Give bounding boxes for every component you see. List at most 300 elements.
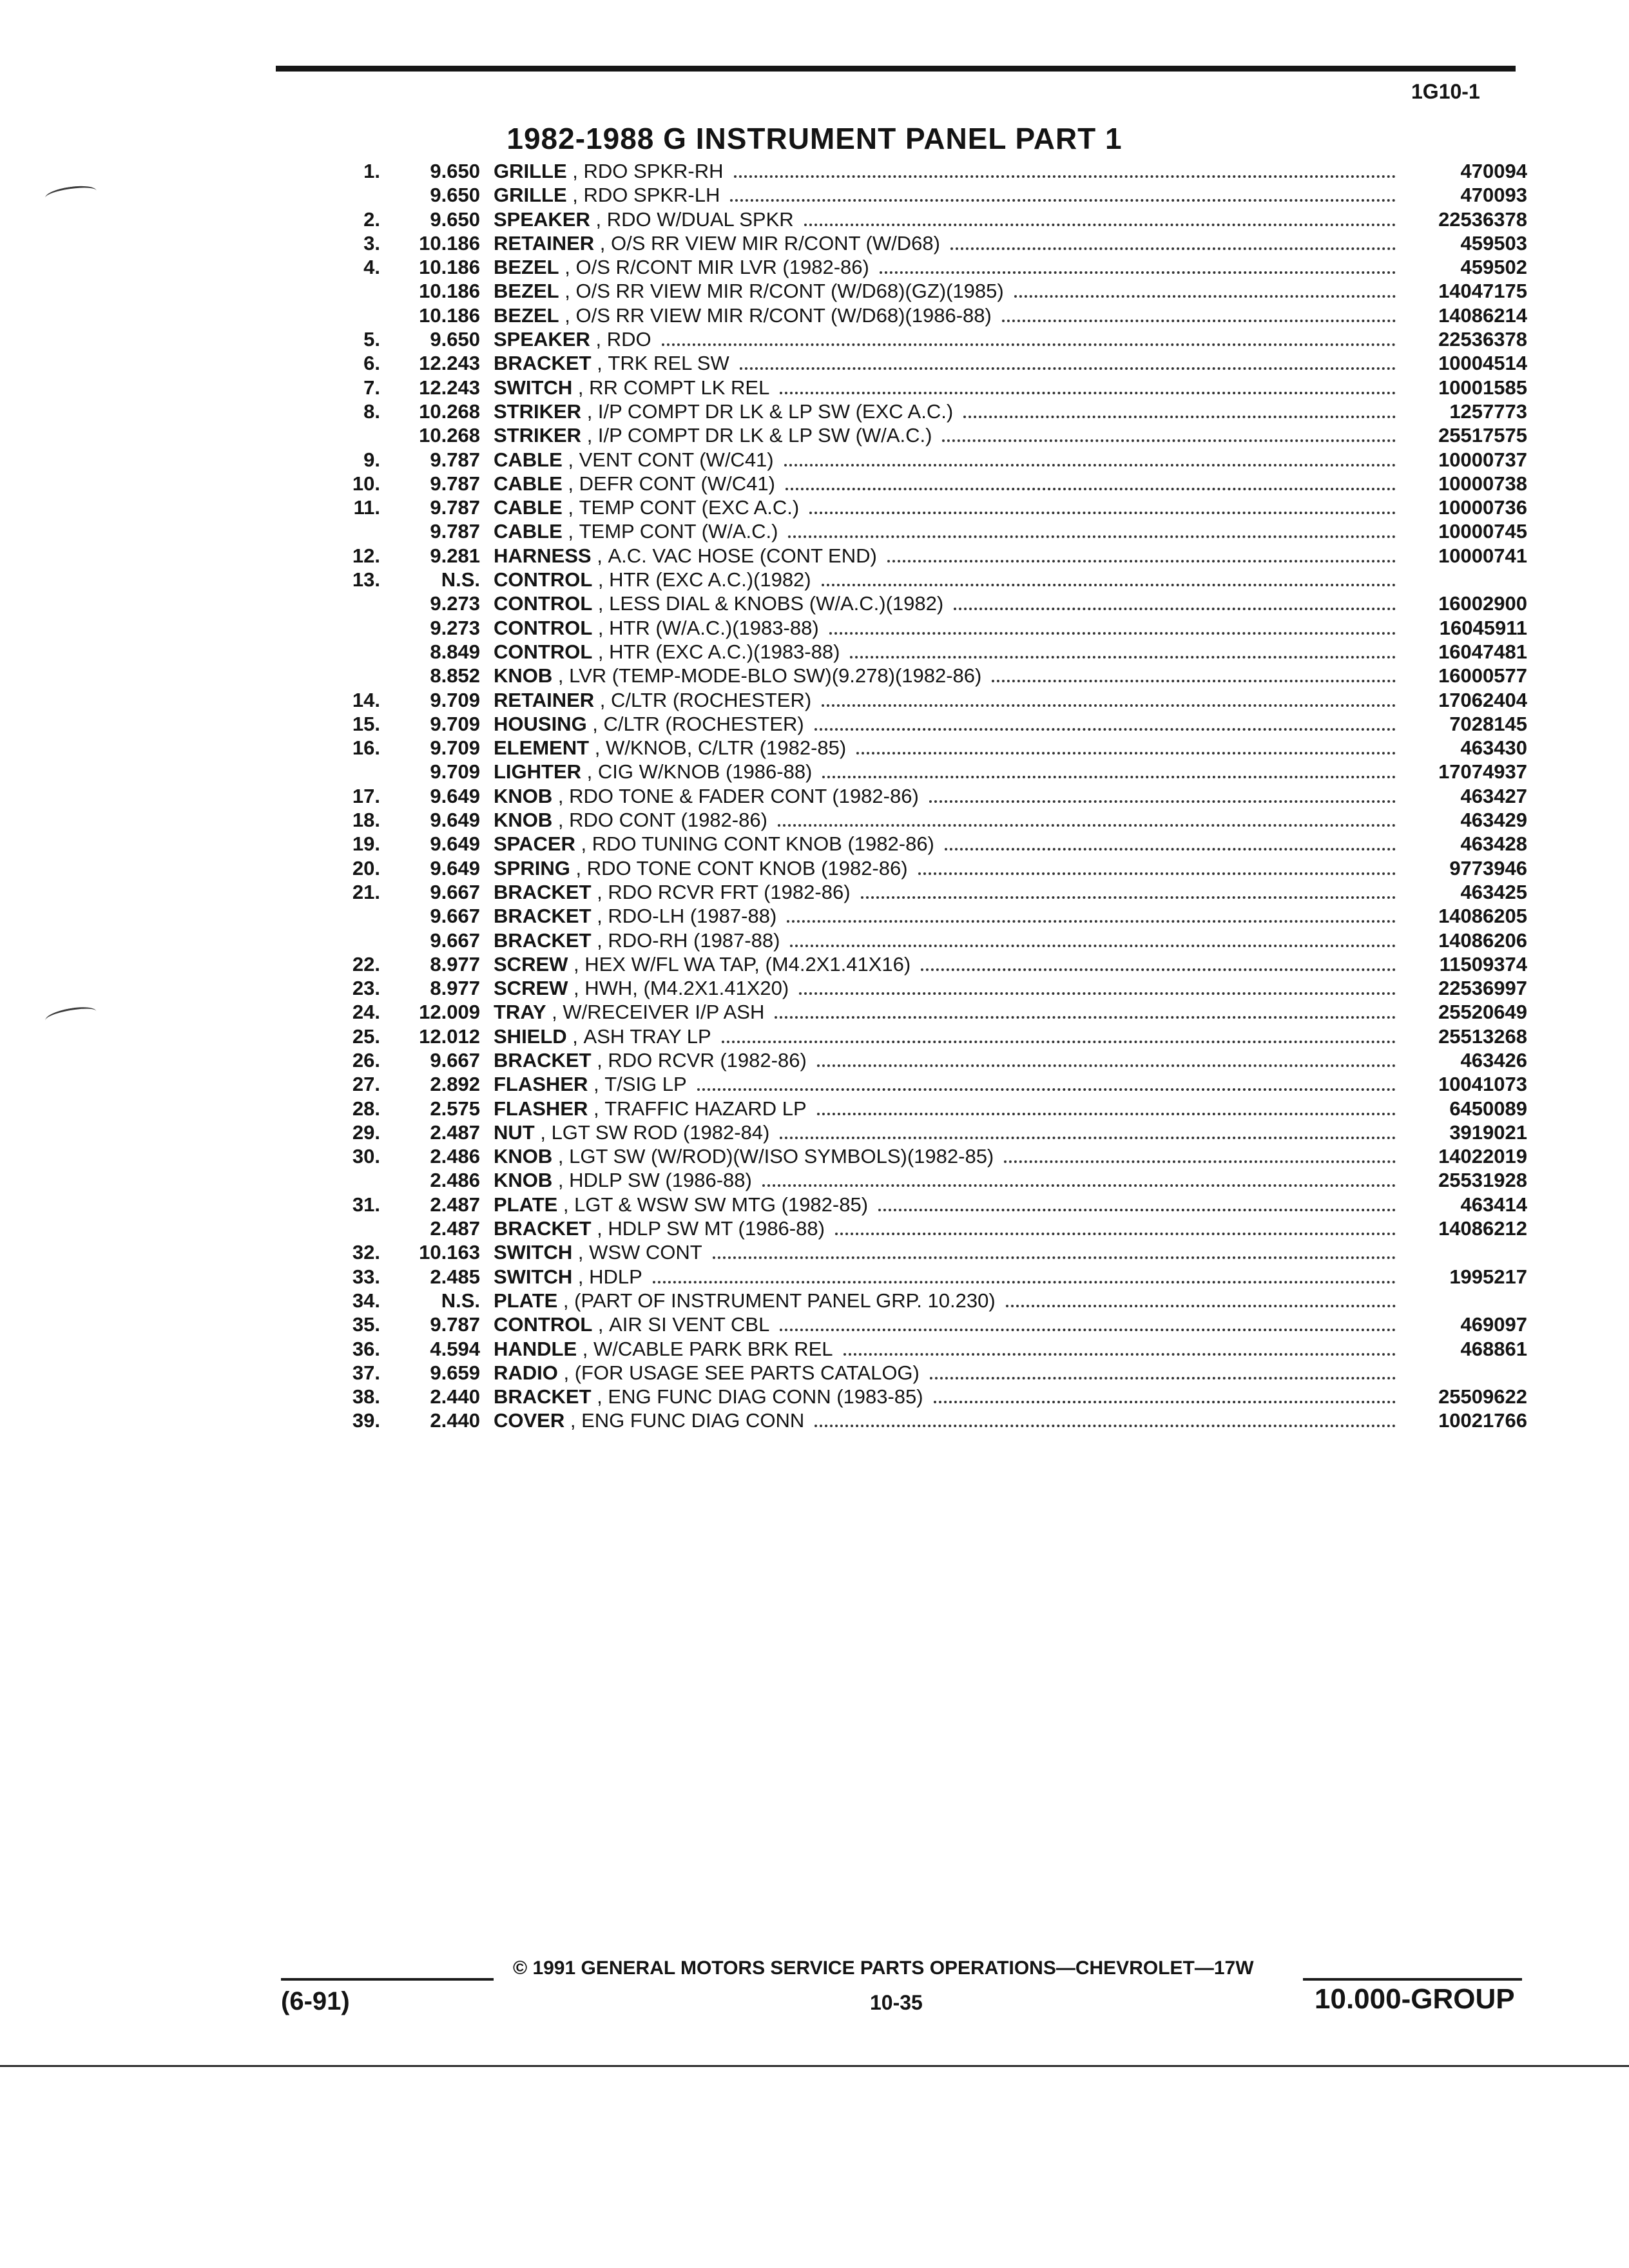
- part-number: 14086205: [1438, 905, 1527, 928]
- group-number: 9.709: [430, 688, 480, 711]
- part-number: 6450089: [1449, 1097, 1527, 1120]
- part-description: [494, 736, 1527, 760]
- part-name-separator: ,: [591, 352, 608, 375]
- part-description: [494, 1265, 1527, 1289]
- group-number: 10.163: [419, 1241, 480, 1264]
- part-number: 16047481: [1438, 640, 1527, 663]
- dot-leader: [856, 751, 1396, 754]
- part-number: 1257773: [1449, 399, 1527, 423]
- dot-leader: [918, 872, 1396, 875]
- part-name-separator: ,: [591, 1048, 608, 1072]
- dot-leader: [786, 487, 1396, 490]
- parts-row: [303, 1337, 1527, 1361]
- page-title: 1982-1988 G INSTRUMENT PANEL PART 1: [506, 122, 1123, 155]
- group-number: 2.575: [430, 1097, 480, 1120]
- part-description: [494, 688, 1527, 712]
- part-detail: O/S R/CONT MIR LVR (1982-86): [575, 256, 869, 279]
- part-name: GRILLE: [494, 184, 567, 207]
- part-number: 10000738: [1438, 472, 1527, 495]
- dot-leader: [780, 1328, 1396, 1331]
- part-name-separator: ,: [589, 736, 606, 760]
- group-number: N.S.: [441, 568, 480, 591]
- part-name-separator: ,: [594, 688, 611, 711]
- parts-row: [303, 1240, 1527, 1264]
- page-code: 1G10-1: [1411, 80, 1480, 103]
- dot-leader: [790, 944, 1396, 947]
- parts-row: [303, 423, 1527, 447]
- margin-mark: [44, 1004, 98, 1028]
- dot-leader: [778, 823, 1396, 827]
- part-description: [494, 568, 1527, 591]
- part-description: [494, 351, 1527, 375]
- group-number: 9.787: [430, 520, 480, 543]
- part-description: [494, 1289, 1527, 1312]
- part-name-separator: ,: [562, 448, 579, 471]
- part-detail: HDLP: [589, 1265, 642, 1288]
- part-detail: RDO SPKR-LH: [583, 184, 720, 207]
- group-number: 2.486: [430, 1145, 480, 1168]
- part-detail: RDO TONE & FADER CONT (1982-86): [569, 784, 919, 807]
- dot-leader: [822, 704, 1396, 707]
- group-number: 2.440: [430, 1409, 480, 1432]
- part-description: [494, 255, 1527, 279]
- dot-leader: [780, 1136, 1396, 1139]
- part-name: CONTROL: [494, 592, 593, 615]
- parts-row: [303, 1361, 1527, 1385]
- group-number: 8.977: [430, 952, 480, 975]
- dot-leader: [887, 559, 1396, 562]
- part-description: [494, 1337, 1527, 1361]
- dot-leader: [992, 679, 1396, 682]
- group-number: 10.186: [419, 280, 480, 303]
- ref-number: 13.: [352, 568, 380, 591]
- part-name: STRIKER: [494, 424, 582, 447]
- part-detail: RDO SPKR-RH: [583, 160, 724, 182]
- part-number: 463414: [1460, 1193, 1527, 1216]
- ref-number: 38.: [352, 1385, 380, 1408]
- part-description: [494, 279, 1527, 303]
- footer-rule-right: [1303, 1978, 1522, 1981]
- footer-rule-left: [281, 1978, 494, 1981]
- group-number: 8.849: [430, 640, 480, 663]
- part-name: SWITCH: [494, 376, 573, 399]
- ref-number: 18.: [352, 809, 380, 832]
- group-number: 12.009: [419, 1001, 480, 1024]
- group-number: 9.667: [430, 905, 480, 928]
- ref-number: 6.: [363, 352, 380, 375]
- ref-number: 36.: [352, 1337, 380, 1360]
- part-number: 463425: [1460, 880, 1527, 903]
- part-name: RADIO: [494, 1361, 558, 1384]
- group-number: 2.892: [430, 1073, 480, 1096]
- part-name-separator: ,: [572, 1265, 590, 1288]
- parts-row: [303, 376, 1527, 399]
- group-number: 9.649: [430, 784, 480, 807]
- part-name: HOUSING: [494, 712, 587, 735]
- group-number: 10.186: [419, 303, 480, 327]
- ref-number: 37.: [352, 1361, 380, 1384]
- part-description: [494, 664, 1527, 687]
- parts-row: [303, 279, 1527, 303]
- part-number: 463428: [1460, 832, 1527, 856]
- ref-number: 39.: [352, 1409, 380, 1432]
- dot-leader: [1002, 319, 1396, 322]
- ref-number: 22.: [352, 952, 380, 975]
- part-number: 14086214: [1438, 303, 1527, 327]
- part-name-separator: ,: [562, 472, 579, 495]
- part-name: LIGHTER: [494, 760, 582, 783]
- ref-number: 4.: [363, 256, 380, 279]
- parts-row: [303, 1216, 1527, 1240]
- ref-number: 27.: [352, 1073, 380, 1096]
- parts-row: [303, 904, 1527, 928]
- parts-row: [303, 1000, 1527, 1024]
- part-name-separator: ,: [581, 399, 598, 423]
- page-number: 10-35: [870, 1991, 923, 2014]
- part-description: [494, 784, 1527, 808]
- dot-leader: [775, 1015, 1396, 1019]
- part-name-separator: ,: [592, 592, 610, 615]
- dot-leader: [930, 1376, 1396, 1379]
- part-description: [494, 1168, 1527, 1192]
- dot-leader: [843, 1352, 1396, 1356]
- ref-number: 24.: [352, 1001, 380, 1024]
- part-detail: HTR (W/A.C.)(1983-88): [609, 616, 819, 639]
- group-number: 9.659: [430, 1361, 480, 1384]
- part-number: 1995217: [1449, 1265, 1527, 1288]
- part-detail: VENT CONT (W/C41): [579, 448, 774, 471]
- part-number: 10041073: [1438, 1073, 1527, 1096]
- part-name-separator: ,: [566, 160, 584, 182]
- part-number: 10000737: [1438, 448, 1527, 471]
- part-description: [494, 1385, 1527, 1408]
- group-number: 2.440: [430, 1385, 480, 1408]
- part-name: CONTROL: [494, 640, 593, 663]
- dot-leader: [1004, 1160, 1396, 1163]
- part-number: 25513268: [1438, 1024, 1527, 1048]
- part-name-separator: ,: [572, 376, 590, 399]
- part-detail: RR COMPT LK REL: [589, 376, 770, 399]
- part-number: 463427: [1460, 784, 1527, 807]
- part-description: [494, 207, 1527, 231]
- part-name-separator: ,: [586, 712, 604, 735]
- part-detail: RDO: [606, 328, 651, 351]
- dot-leader: [954, 607, 1396, 610]
- group-number: 9.709: [430, 736, 480, 760]
- part-name: CABLE: [494, 448, 563, 471]
- ref-number: 12.: [352, 544, 380, 567]
- dot-leader: [809, 511, 1396, 514]
- part-detail: W/RECEIVER I/P ASH: [563, 1001, 765, 1024]
- ref-number: 33.: [352, 1265, 380, 1288]
- group-number: 9.667: [430, 928, 480, 952]
- ref-number: 8.: [363, 399, 380, 423]
- part-description: [494, 712, 1527, 736]
- part-name: GRILLE: [494, 160, 567, 182]
- part-detail: LVR (TEMP-MODE-BLO SW)(9.278)(1982-86): [569, 664, 982, 687]
- part-detail: (PART OF INSTRUMENT PANEL GRP. 10.230): [574, 1289, 996, 1312]
- group-number: 9.650: [430, 207, 480, 231]
- group-number: 9.281: [430, 544, 480, 567]
- part-name: FLASHER: [494, 1097, 588, 1120]
- part-name: STRIKER: [494, 399, 582, 423]
- part-description: [494, 1000, 1527, 1024]
- part-name-separator: ,: [581, 424, 598, 447]
- part-detail: LESS DIAL & KNOBS (W/A.C.)(1982): [609, 592, 944, 615]
- part-name: BRACKET: [494, 880, 592, 903]
- part-number: 459502: [1460, 256, 1527, 279]
- part-name: TRAY: [494, 1001, 546, 1024]
- part-description: [494, 519, 1527, 543]
- part-detail: O/S RR VIEW MIR R/CONT (W/D68): [611, 231, 940, 255]
- part-number: 468861: [1460, 1337, 1527, 1360]
- part-description: [494, 976, 1527, 1000]
- group-number: N.S.: [441, 1289, 480, 1312]
- part-detail: AIR SI VENT CBL: [609, 1313, 770, 1336]
- part-number: 10021766: [1438, 1409, 1527, 1432]
- part-name-separator: ,: [592, 616, 610, 639]
- part-description: [494, 1193, 1527, 1216]
- part-name-separator: ,: [588, 1073, 605, 1096]
- part-description: [494, 472, 1527, 495]
- part-number: 3919021: [1449, 1120, 1527, 1144]
- ref-number: 7.: [363, 376, 380, 399]
- top-rule: [276, 66, 1516, 72]
- part-name: BEZEL: [494, 256, 559, 279]
- part-detail: TEMP CONT (EXC A.C.): [579, 496, 800, 519]
- parts-row: [303, 327, 1527, 351]
- part-name: KNOB: [494, 809, 553, 832]
- part-detail: HDLP SW MT (1986-88): [608, 1217, 825, 1240]
- ref-number: 28.: [352, 1097, 380, 1120]
- part-description: [494, 1216, 1527, 1240]
- part-description: [494, 856, 1527, 880]
- part-detail: WSW CONT: [589, 1241, 702, 1264]
- group-label: 10.000-GROUP: [1315, 1983, 1515, 2015]
- group-number: 2.486: [430, 1169, 480, 1192]
- parts-row: [303, 856, 1527, 880]
- part-name-separator: ,: [559, 303, 576, 327]
- group-number: 9.787: [430, 448, 480, 471]
- ref-number: 10.: [352, 472, 380, 495]
- part-description: [494, 928, 1527, 952]
- part-description: [494, 327, 1527, 351]
- part-name: BRACKET: [494, 1385, 592, 1408]
- dot-leader: [835, 1232, 1396, 1235]
- part-name: CONTROL: [494, 568, 593, 591]
- part-detail: ENG FUNC DIAG CONN: [581, 1409, 805, 1432]
- part-name: RETAINER: [494, 231, 595, 255]
- part-number: 16045911: [1439, 616, 1527, 639]
- part-number: 22536997: [1438, 977, 1527, 1000]
- part-description: [494, 640, 1527, 664]
- dot-leader: [1014, 294, 1396, 298]
- part-name: KNOB: [494, 1145, 553, 1168]
- group-number: 8.852: [430, 664, 480, 687]
- group-number: 9.667: [430, 1048, 480, 1072]
- part-name: FLASHER: [494, 1073, 588, 1096]
- part-number: 17074937: [1438, 760, 1527, 783]
- part-detail: W/KNOB, C/LTR (1982-85): [605, 736, 847, 760]
- parts-row: [303, 1048, 1527, 1072]
- part-number: 16000577: [1438, 664, 1527, 687]
- part-number: 459503: [1460, 231, 1527, 255]
- part-name-separator: ,: [566, 1024, 584, 1048]
- part-name-separator: ,: [590, 207, 607, 231]
- part-name: SPACER: [494, 832, 575, 856]
- ref-number: 20.: [352, 856, 380, 879]
- dot-leader: [815, 1424, 1396, 1427]
- part-description: [494, 423, 1527, 447]
- parts-row: [303, 519, 1527, 543]
- part-name: CONTROL: [494, 1313, 593, 1336]
- group-number: 10.186: [419, 256, 480, 279]
- dot-leader: [787, 919, 1396, 923]
- group-number: 12.243: [419, 352, 480, 375]
- parts-row: [303, 1072, 1527, 1096]
- part-number: 9773946: [1449, 856, 1527, 879]
- part-name: SHIELD: [494, 1024, 567, 1048]
- parts-row: [303, 928, 1527, 952]
- part-name: SCREW: [494, 977, 568, 1000]
- parts-row: [303, 1024, 1527, 1048]
- ref-number: 31.: [352, 1193, 380, 1216]
- part-number: 25531928: [1438, 1169, 1527, 1192]
- part-description: [494, 616, 1527, 640]
- part-name: CABLE: [494, 520, 563, 543]
- parts-row: [303, 231, 1527, 255]
- part-name-separator: ,: [557, 1361, 575, 1384]
- group-number: 2.487: [430, 1193, 480, 1216]
- parts-row: [303, 544, 1527, 568]
- group-number: 9.709: [430, 760, 480, 783]
- part-number: 10001585: [1438, 376, 1527, 399]
- part-name-separator: ,: [575, 832, 592, 856]
- parts-row: [303, 664, 1527, 687]
- dot-leader: [878, 1208, 1396, 1211]
- part-description: [494, 159, 1527, 183]
- ref-number: 17.: [352, 784, 380, 807]
- dot-leader: [740, 367, 1396, 370]
- part-name-separator: ,: [566, 184, 584, 207]
- group-number: 4.594: [430, 1337, 480, 1360]
- dot-leader: [734, 175, 1396, 178]
- part-name-separator: ,: [591, 544, 608, 567]
- parts-row: [303, 976, 1527, 1000]
- ref-number: 14.: [352, 688, 380, 711]
- part-number: 25520649: [1438, 1001, 1527, 1024]
- parts-row: [303, 760, 1527, 783]
- part-name-separator: ,: [591, 880, 608, 903]
- copyright-line: © 1991 GENERAL MOTORS SERVICE PARTS OPERATIONS—CHEVROLET—17W: [513, 1957, 1254, 1979]
- part-detail: C/LTR (ROCHESTER): [611, 688, 812, 711]
- part-number: 16002900: [1438, 592, 1527, 615]
- part-description: [494, 591, 1527, 615]
- group-number: 10.268: [419, 424, 480, 447]
- parts-row: [303, 736, 1527, 760]
- ref-number: 25.: [352, 1024, 380, 1048]
- part-name-separator: ,: [534, 1120, 552, 1144]
- ref-number: 1.: [363, 160, 380, 182]
- part-detail: CIG W/KNOB (1986-88): [597, 760, 813, 783]
- part-description: [494, 1024, 1527, 1048]
- part-name-separator: ,: [591, 905, 608, 928]
- parts-row: [303, 255, 1527, 279]
- dot-leader: [942, 439, 1396, 442]
- ref-number: 35.: [352, 1313, 380, 1336]
- parts-row: [303, 784, 1527, 808]
- part-name: RETAINER: [494, 688, 595, 711]
- part-name-separator: ,: [552, 784, 570, 807]
- part-number: 25517575: [1438, 424, 1527, 447]
- part-detail: TRK REL SW: [608, 352, 729, 375]
- part-name-separator: ,: [588, 1097, 605, 1120]
- parts-row: [303, 1144, 1527, 1168]
- part-detail: HEX W/FL WA TAP, (M4.2X1.41X16): [584, 952, 911, 975]
- part-name: BEZEL: [494, 280, 559, 303]
- part-number: 463426: [1460, 1048, 1527, 1072]
- dot-leader: [963, 415, 1396, 418]
- parts-list: [303, 159, 1527, 1433]
- dot-leader: [817, 1064, 1396, 1067]
- parts-row: [303, 183, 1527, 207]
- part-description: [494, 1072, 1527, 1096]
- dot-leader: [713, 1256, 1396, 1259]
- group-number: 9.273: [430, 616, 480, 639]
- dot-leader: [950, 247, 1396, 250]
- parts-row: [303, 159, 1527, 183]
- part-name-separator: ,: [591, 928, 608, 952]
- part-description: [494, 1361, 1527, 1385]
- part-description: [494, 495, 1527, 519]
- group-number: 9.667: [430, 880, 480, 903]
- parts-row: [303, 1385, 1527, 1408]
- part-detail: HWH, (M4.2X1.41X20): [584, 977, 789, 1000]
- part-number: 470093: [1460, 184, 1527, 207]
- part-description: [494, 808, 1527, 832]
- part-detail: HDLP SW (1986-88): [569, 1169, 752, 1192]
- group-number: 2.487: [430, 1120, 480, 1144]
- dot-leader: [788, 535, 1396, 538]
- dot-leader: [762, 1184, 1396, 1187]
- dot-leader: [921, 968, 1396, 971]
- parts-row: [303, 616, 1527, 640]
- dot-leader: [804, 223, 1396, 226]
- group-number: 8.977: [430, 977, 480, 1000]
- part-name-separator: ,: [568, 977, 585, 1000]
- part-name-separator: ,: [568, 952, 585, 975]
- part-number: 10000736: [1438, 496, 1527, 519]
- group-number: 12.012: [419, 1024, 480, 1048]
- part-description: [494, 832, 1527, 856]
- dot-leader: [861, 896, 1396, 899]
- part-number: 22536378: [1438, 207, 1527, 231]
- part-name-separator: ,: [577, 1337, 594, 1360]
- group-number: 2.487: [430, 1217, 480, 1240]
- part-name-separator: ,: [557, 1193, 575, 1216]
- dot-leader: [850, 655, 1396, 658]
- part-name-separator: ,: [592, 568, 610, 591]
- parts-row: [303, 495, 1527, 519]
- part-detail: RDO TUNING CONT KNOB (1982-86): [592, 832, 934, 856]
- part-description: [494, 1312, 1527, 1336]
- parts-row: [303, 1120, 1527, 1144]
- part-name-separator: ,: [591, 1217, 608, 1240]
- dot-leader: [934, 1400, 1396, 1403]
- part-name: PLATE: [494, 1289, 558, 1312]
- part-name-separator: ,: [559, 256, 576, 279]
- parts-row: [303, 808, 1527, 832]
